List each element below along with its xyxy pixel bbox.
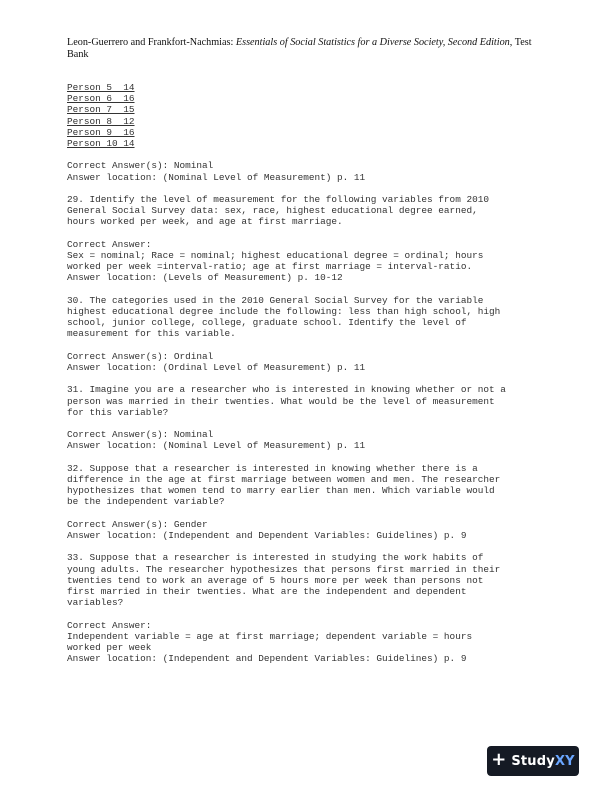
text-line: hypothesizes that women tend to marry earlier than men. Which variable would xyxy=(67,485,495,497)
score-table xyxy=(67,82,547,149)
table-row: Person 8 12 xyxy=(67,115,135,127)
header-book-title: Essentials of Social Statistics for a Diverse Society, Second Edition xyxy=(235,37,510,48)
text-line: Answer location: (Independent and Dependent Variables: Guidelines) p. 9 xyxy=(67,529,467,541)
studyxy-logo[interactable] xyxy=(487,746,579,776)
text-block xyxy=(67,384,547,418)
test-bank-content xyxy=(67,82,547,676)
text-line: hours worked per week, and age at first marriage. xyxy=(67,216,343,228)
text-line: Correct Answer(s): Gender xyxy=(67,518,208,530)
text-line: General Social Survey data: sex, race, highest educational degree earned, xyxy=(67,205,478,217)
text-line: Answer location: (Independent and Dependent Variables: Guidelines) p. 9 xyxy=(67,653,467,665)
text-line: Correct Answer(s): Nominal xyxy=(67,160,214,172)
text-line: highest educational degree include the following: less than high school, high xyxy=(67,306,501,317)
text-line: Answer location: (Nominal Level of Measurement) p. 11 xyxy=(67,171,366,183)
text-block xyxy=(67,620,547,665)
text-line: young adults. The researcher hypothesizes that persons first married in their xyxy=(67,563,501,575)
header-suffix: , Test Bank xyxy=(67,37,532,60)
logo-wordmark: StudyXY xyxy=(511,753,575,769)
table-row: Person 5 14 xyxy=(67,82,135,93)
text-block xyxy=(67,160,547,182)
text-block xyxy=(67,239,547,284)
question-list xyxy=(67,160,547,664)
text-line: for this variable? xyxy=(67,406,169,418)
text-line: school, junior college, college, graduate school. Identify the level of xyxy=(67,317,467,329)
text-line: person was married in their twenties. What would be the level of measurement xyxy=(67,395,495,407)
text-block xyxy=(67,351,547,373)
text-line: difference in the age at first marriage between women and men. The researcher xyxy=(67,473,501,485)
text-line: first married in their twenties. What are the independent and dependent xyxy=(67,585,467,597)
text-line: Sex = nominal; Race = nominal; highest educational degree = ordinal; hours xyxy=(67,250,484,261)
text-line: Correct Answer: xyxy=(67,238,152,250)
text-line: be the independent variable? xyxy=(67,496,225,508)
text-block xyxy=(67,429,547,451)
text-block xyxy=(67,463,547,508)
text-block xyxy=(67,519,547,541)
text-line: worked per week xyxy=(67,641,152,653)
text-line: Answer location: (Nominal Level of Measurement) p. 11 xyxy=(67,440,366,452)
text-line: variables? xyxy=(67,597,124,609)
text-line: Correct Answer(s): Nominal xyxy=(67,429,214,441)
text-block xyxy=(67,552,547,608)
table-row: Person 6 16 xyxy=(67,93,135,105)
text-line: Correct Answer(s): Ordinal xyxy=(67,350,214,362)
text-line: Independent variable = age at first marriage; dependent variable = hours xyxy=(67,630,473,642)
text-line: Answer location: (Levels of Measurement) p. 10-12 xyxy=(67,272,343,284)
text-block xyxy=(67,295,547,340)
text-line: Answer location: (Ordinal Level of Measurement) p. 11 xyxy=(67,362,366,373)
text-line: worked per week =interval-ratio; age at first marriage = interval-ratio. xyxy=(67,261,473,273)
table-row: Person 9 16 xyxy=(67,126,135,138)
page-header xyxy=(67,37,547,61)
text-line: Correct Answer: xyxy=(67,619,152,631)
text-line: measurement for this variable. xyxy=(67,328,236,340)
text-line: 31. Imagine you are a researcher who is interested in knowing whether or not a xyxy=(67,384,506,396)
text-line: 32. Suppose that a researcher is interested in knowing whether there is a xyxy=(67,462,478,474)
text-line: 33. Suppose that a researcher is interested in studying the work habits of xyxy=(67,552,484,564)
text-line: 30. The categories used in the 2010 General Social Survey for the variable xyxy=(67,294,484,306)
text-line: twenties tend to work an average of 5 hours more per week than persons not xyxy=(67,574,484,586)
plus-icon: + xyxy=(491,749,507,770)
text-block xyxy=(67,194,547,228)
header-authors: Leon-Guerrero and Frankfort-Nachmias: xyxy=(67,37,236,48)
table-row: Person 7 15 xyxy=(67,104,135,116)
text-line: 29. Identify the level of measurement for the following variables from 2010 xyxy=(67,194,489,205)
table-row: Person 10 14 xyxy=(67,138,135,150)
